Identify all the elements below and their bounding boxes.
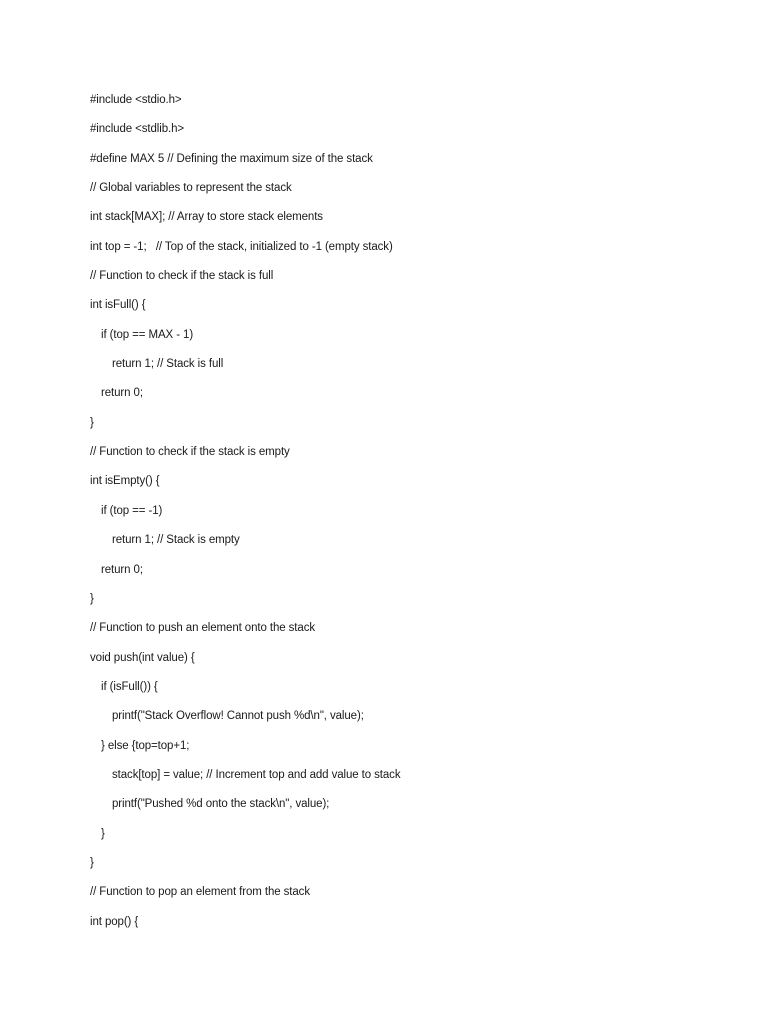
code-line: // Function to pop an element from the stack <box>90 886 310 899</box>
code-line: #define MAX 5 // Defining the maximum size of the stack <box>90 152 373 165</box>
code-line: printf("Pushed %d onto the stack\n", value); <box>112 798 330 811</box>
code-line: // Global variables to represent the stack <box>90 182 292 195</box>
code-line: // Function to push an element onto the stack <box>90 622 316 635</box>
code-line: } <box>90 416 94 429</box>
code-line: return 1; // Stack is empty <box>112 534 240 547</box>
code-line: int isFull() { <box>90 299 146 312</box>
code-line: stack[top] = value; // Increment top and add value to stack <box>112 768 401 781</box>
code-line: void push(int value) { <box>90 651 195 664</box>
code-line: int stack[MAX]; // Array to store stack elements <box>90 211 323 224</box>
code-line: #include <stdio.h> <box>90 94 182 106</box>
code-line: int top = -1; // Top of the stack, initialized to -1 (empty stack) <box>90 240 393 253</box>
code-line: // Function to check if the stack is full <box>90 270 274 283</box>
code-line: } <box>101 827 105 840</box>
code-line: } <box>90 592 94 605</box>
code-line: return 0; <box>101 387 143 400</box>
code-line: return 0; <box>101 563 143 576</box>
code-line: int pop() { <box>90 915 139 928</box>
code-line: if (top == MAX - 1) <box>101 328 194 341</box>
code-line: // Function to check if the stack is empty <box>90 446 290 459</box>
code-line: } <box>90 856 94 869</box>
code-line: if (isFull()) { <box>101 680 158 693</box>
code-line: int isEmpty() { <box>90 475 160 488</box>
code-line: return 1; // Stack is full <box>112 358 224 371</box>
code-listing <box>90 90 730 941</box>
code-line: if (top == -1) <box>101 504 163 517</box>
code-line: #include <stdlib.h> <box>90 123 185 136</box>
code-line: } else {top=top+1; <box>101 739 190 752</box>
code-line: printf("Stack Overflow! Cannot push %d\n", value); <box>112 710 364 723</box>
